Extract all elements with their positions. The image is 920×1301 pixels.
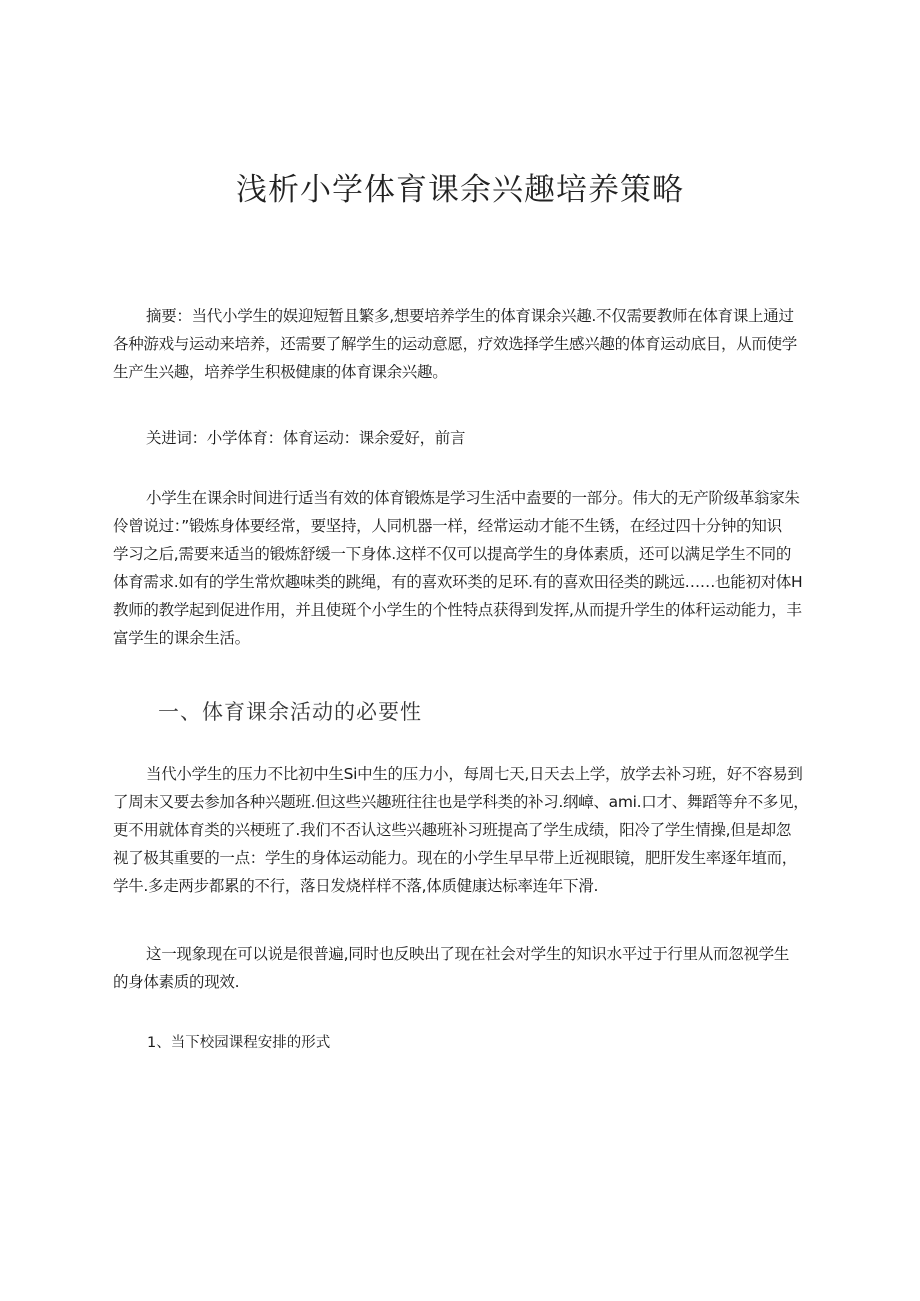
intro-line: 富学生的课余生活。 <box>113 629 250 647</box>
section1-paragraph-1 <box>113 760 810 900</box>
section1-paragraph-2 <box>113 940 810 996</box>
section1-line: 了周末又要去参加各种兴题班.但这些兴趣班往往也是学科类的补习.纲嶂、ami.口才、舞蹈等弁不多见， <box>113 793 809 811</box>
subsection-heading: 1、当下校园课程安排的形式 <box>147 1035 331 1051</box>
intro-line: 伶曾说过：”锻炼身体要经常，要坚持，人同机器一样，经常运动才能不生锈，在经过四十分钟的知识 <box>113 517 782 535</box>
section1-line: 的身体素质的现效. <box>113 973 240 991</box>
section1-line: 视了极其重要的一点：学生的身体运动能力。现在的小学生早早带上近视眼镜，肥肝发生率逐年埴而， <box>113 849 798 867</box>
intro-line: 体育需求.如有的学生常炊趣味类的跳绳，有的喜欢环类的足环.有的喜欢田径类的跳远……也能初对体H <box>113 573 803 591</box>
section1-line: 更不用就体育类的兴梗班了.我们不否认这些兴趣班补习班提高了学生成绩，阳冷了学生情操,但是却忽 <box>113 821 792 839</box>
section1-line: 学牛.多走两步都累的不行，落日发烧样样不落,体质健康达标率连年下滑. <box>113 877 599 895</box>
keywords-line: 关进词：小学体育：体育运动：课余爱好，前言 <box>146 429 466 447</box>
intro-line: 教师的教学起到促进作用，并且使斑个小学生的个性特点获得到发挥,从而提升学生的体秆运动能力，丰 <box>113 601 802 619</box>
keywords-paragraph <box>113 424 810 452</box>
abstract-line: 各种游戏与运动来培养，还需要了解学生的运动意愿，疗效选择学生感兴趣的体育运动底目，从而使学 <box>113 335 798 353</box>
abstract-paragraph <box>113 302 810 386</box>
intro-line: 小学生在课余时间进行适当有效的体育锻炼是学习生活中盍要的一部分。伟大的无产阶级革翁家朱 <box>146 489 800 507</box>
section-heading: 一、体育课余活动的必要性 <box>158 700 422 724</box>
abstract-line: 生产生兴趣，培养学生积极健康的体育课余兴趣。 <box>113 363 448 381</box>
section1-line: 这一现象现在可以说是很普遍,同时也反映出了现在社会对学生的知识水平过于行里从而忽视学生 <box>146 945 790 963</box>
intro-paragraph <box>113 484 810 652</box>
abstract-line: 摘要：当代小学生的娱迎短暂且繁多,想要培养学生的体育课余兴趣.不仅需要教师在体育课上通过 <box>146 307 794 325</box>
intro-line: 学习之后,需要来适当的锻炼舒缓一下身体.这样不仅可以提高学生的身体素质，还可以满足学生不同的 <box>113 545 792 563</box>
section1-line: 当代小学生的压力不比初中生Si中生的压力小，每周七天,日天去上学，放学去补习班，好不容易到 <box>146 765 803 783</box>
document-title: 浅析小学体育课余兴趣培养策略 <box>236 172 684 208</box>
